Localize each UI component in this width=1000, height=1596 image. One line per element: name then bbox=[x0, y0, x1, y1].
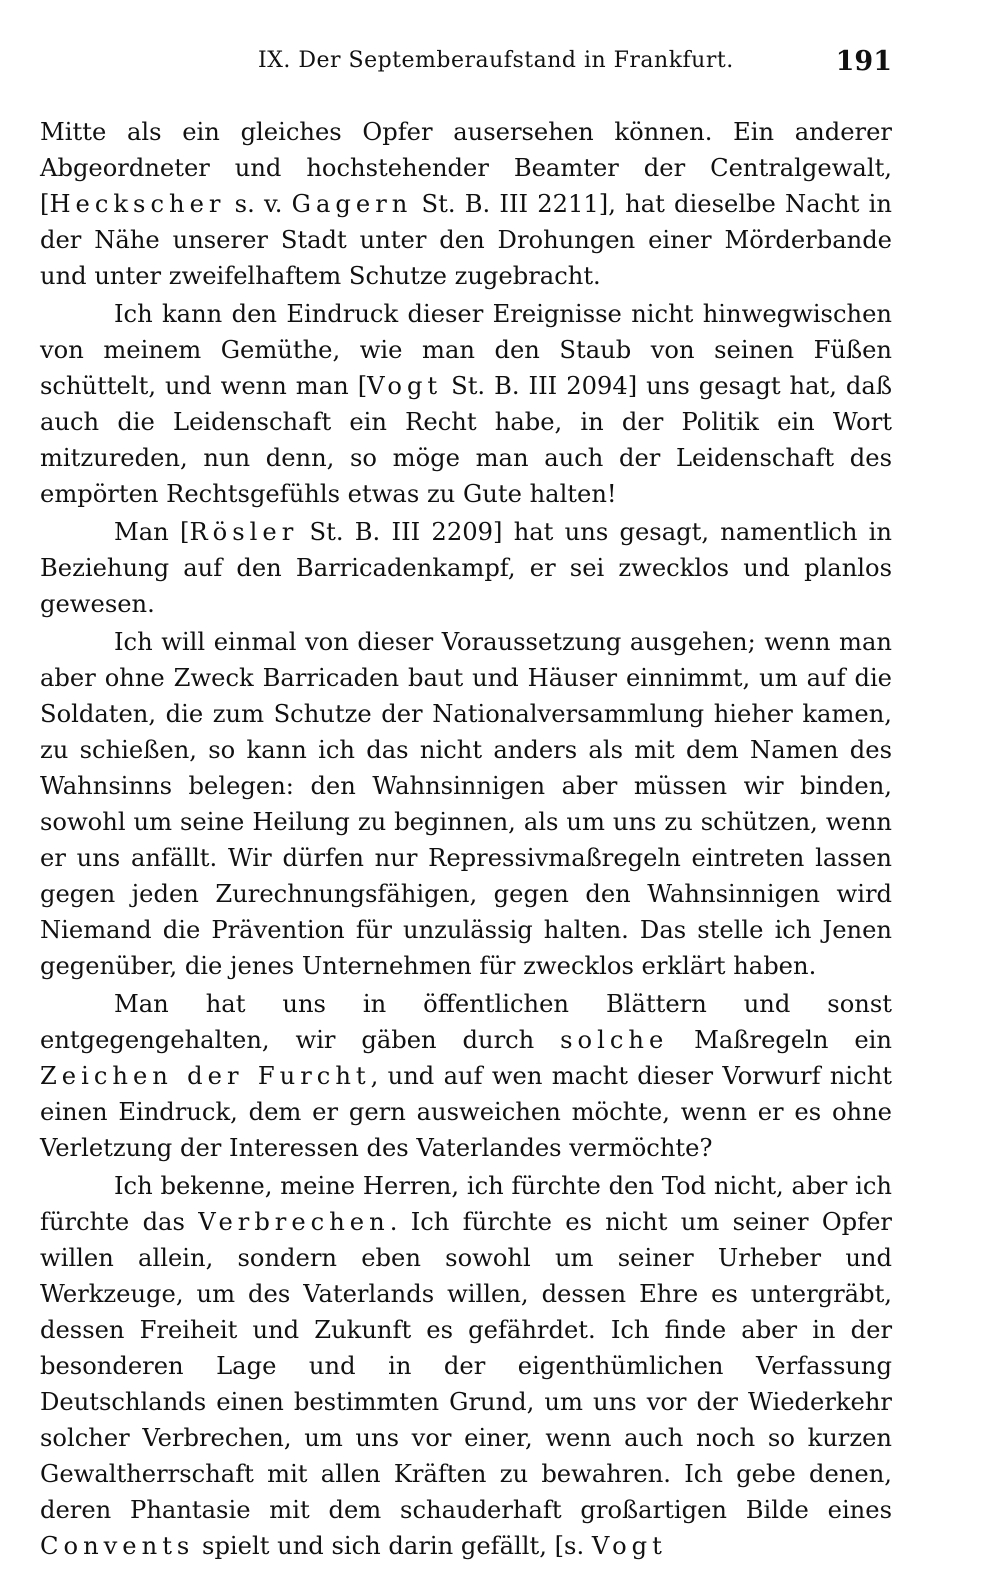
text-run: . Ich fürchte es nicht um seiner Opfer willen allein, sondern eben sowohl um seiner Urheber und Werkzeuge, um des Vaterlands willen, dessen Ehre es untergräbt, dessen Freiheit und Zukunft es gefährdet. Ich finde aber in der besonderen Lage und in der eigenthümlichen Verfassung Deutschlands einen bestimmten Grund, um uns vor der Wiederkehr solcher Verbrechen, um uns vor einer, wenn auch noch so kurzen Gewaltherrschaft mit allen Kräften zu bewahren. Ich gebe denen, deren Phantasie mit dem schauderhaft großartigen Bilde eines bbox=[40, 1208, 892, 1524]
paragraph-3 bbox=[40, 514, 892, 622]
paragraph-5 bbox=[40, 986, 892, 1166]
spaced-name: Verbrechen bbox=[198, 1208, 390, 1236]
text-run: St. B. III 2209] hat uns gesagt, namentlich in Beziehung auf den Barricadenkampf, er sei zwecklos und planlos gewesen. bbox=[40, 518, 892, 618]
spaced-name: Rösler bbox=[189, 518, 299, 546]
text-run: , und auf wen macht dieser Vorwurf nicht einen Eindruck, dem er gern ausweichen möchte, wenn er es ohne Verletzung der Interessen des Vaterlandes vermöchte? bbox=[40, 1062, 892, 1162]
spaced-name: Convents bbox=[40, 1532, 195, 1560]
spaced-name: solche bbox=[560, 1026, 669, 1054]
page-number: 191 bbox=[835, 46, 892, 77]
paragraph-1 bbox=[40, 114, 892, 294]
text-run: St. B. III 2211], hat dieselbe Nacht in der Nähe unserer Stadt unter den Drohungen einer Mörderbande und unter zweifelhaftem Schutze zugebracht. bbox=[40, 190, 892, 290]
spaced-name: Heckscher bbox=[49, 190, 226, 218]
text-run: Mitte als ein gleiches Opfer ausersehen können. Ein anderer Abgeordneter und hochstehender Beamter der Centralgewalt, [ bbox=[40, 118, 892, 218]
paragraph-2 bbox=[40, 296, 892, 512]
text-run: Ich will einmal von dieser Voraussetzung ausgehen; wenn man aber ohne Zweck Barricaden baut und Häuser einnimmt, um auf die Soldaten, die zum Schutze der Nationalversammlung hieher kamen, zu schießen, so kann ich das nicht anders als mit dem Namen des Wahnsinns belegen: den Wahnsinnigen aber müssen wir binden, sowohl um seine Heilung zu beginnen, als um uns zu schützen, wenn er uns anfällt. Wir dürfen nur Repressivmaßregeln eintreten lassen gegen jeden Zurechnungsfähigen, gegen den Wahnsinnigen wird Niemand die Prävention für unzulässig halten. Das stelle ich Jenen gegenüber, die jenes Unternehmen für zwecklos erklärt haben. bbox=[40, 628, 892, 980]
text-run: Man hat uns in öffentlichen Blättern und sonst entgegengehalten, wir gäben durch bbox=[40, 990, 892, 1054]
text-run: Ich bekenne, meine Herren, ich fürchte den Tod nicht, aber ich fürchte das bbox=[40, 1172, 892, 1236]
spaced-name: Vogt bbox=[367, 372, 443, 400]
paragraph-4 bbox=[40, 624, 892, 984]
paragraph-6 bbox=[40, 1168, 892, 1564]
body-text bbox=[40, 114, 892, 1564]
spaced-name: Zeichen der Furcht bbox=[40, 1062, 371, 1090]
spaced-name: Vogt bbox=[591, 1532, 667, 1560]
running-head: IX. Der Septemberaufstand in Frankfurt. bbox=[258, 48, 734, 73]
text-run: Ich kann den Eindruck dieser Ereignisse nicht hinwegwischen von meinem Gemüthe, wie man den Staub von seinen Füßen schüttelt, und wenn man [ bbox=[40, 300, 892, 400]
text-run: St. B. III 2094] uns gesagt hat, daß auch die Leidenschaft ein Recht habe, in der Politik ein Wort mitzureden, nun denn, so möge man auch der Leidenschaft des empörten Rechtsgefühls etwas zu Gute halten! bbox=[40, 372, 892, 508]
text-run: s. v. bbox=[225, 190, 292, 218]
spaced-name: Gagern bbox=[291, 190, 413, 218]
text-run: Man [ bbox=[114, 518, 190, 546]
page-header bbox=[0, 44, 1000, 84]
text-run: Maßregeln ein bbox=[668, 1026, 892, 1054]
text-run: spielt und sich darin gefällt, [s. bbox=[194, 1532, 592, 1560]
